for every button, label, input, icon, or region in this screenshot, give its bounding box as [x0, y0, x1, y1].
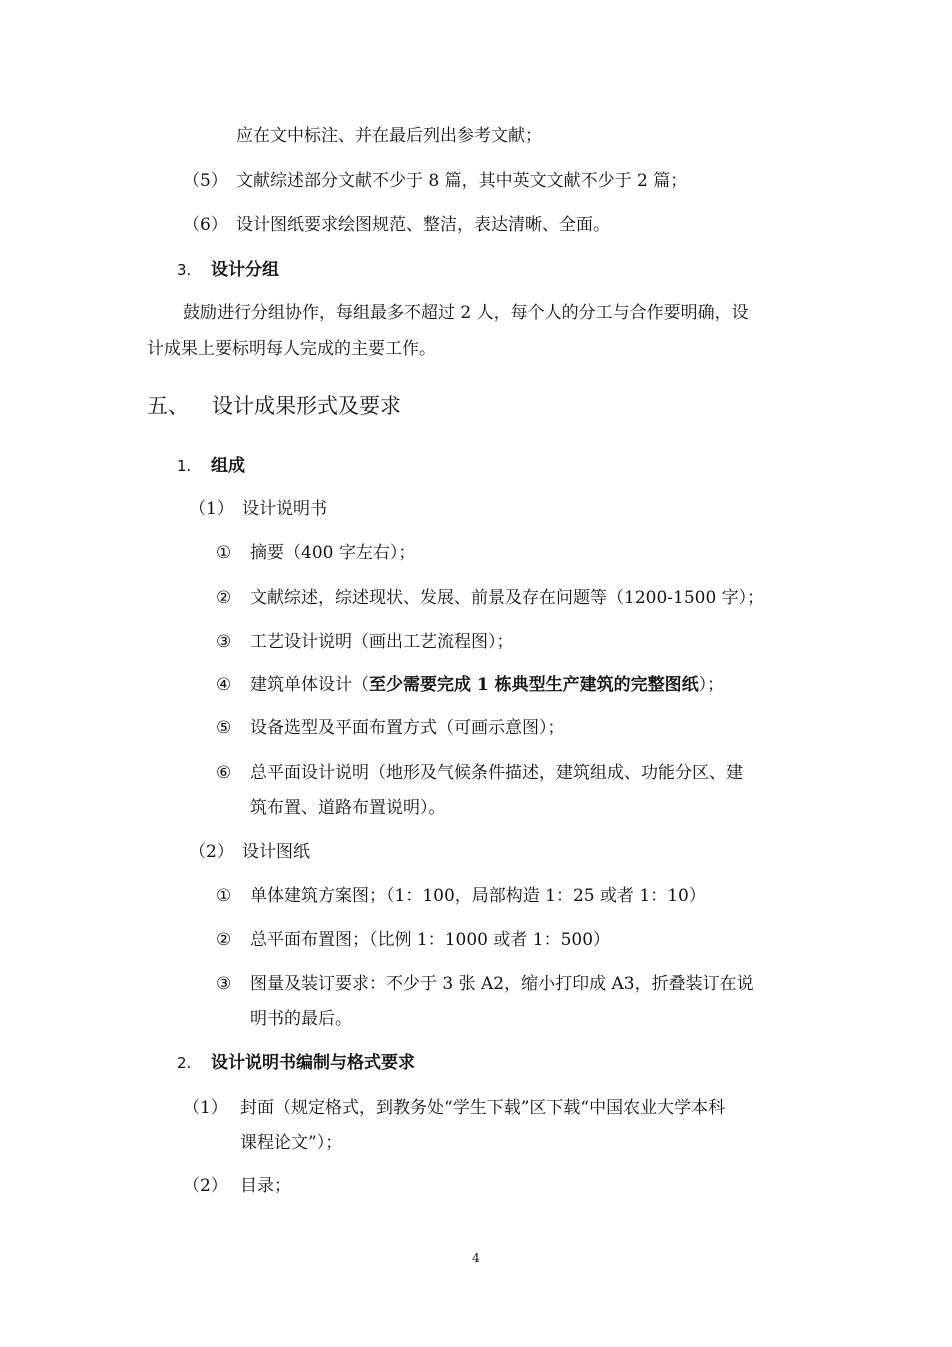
item-text: 设计图纸 [242, 842, 310, 862]
drawing-item-1 [216, 885, 706, 907]
list-item-6 [183, 214, 610, 236]
item-number: （1） [189, 499, 234, 519]
item-text: 封面（规定格式，到教务处“学生下载”区下载“中国农业大学本科 [240, 1098, 726, 1118]
subheading-2 [177, 1052, 415, 1074]
item-text: 设计说明书 [242, 499, 327, 519]
circled-item-2 [216, 587, 764, 609]
paragraph-line-2: 计成果上要标明每人完成的主要工作。 [147, 339, 436, 359]
heading-number: 2. [177, 1054, 192, 1072]
circled-item-5 [216, 717, 565, 739]
section-number: 五、 [147, 394, 189, 418]
list-item-2 [189, 841, 310, 863]
item-text: 总平面布置图；（比例 1：1000 或者 1：500） [250, 930, 611, 950]
continued-line: 应在文中标注、并在最后列出参考文献； [236, 126, 542, 146]
heading-text: 设计说明书编制与格式要求 [211, 1053, 415, 1073]
heading-number: 3. [177, 261, 192, 279]
item-number: （2） [183, 1176, 228, 1196]
item-text: 设计图纸要求绘图规范、整洁，表达清晰、全面。 [236, 215, 610, 235]
item-text: 总平面设计说明（地形及气候条件描述，建筑组成、功能分区、建 [250, 763, 743, 783]
item-text: 图量及装订要求：不少于 3 张 A2，缩小打印成 A3，折叠装订在说 [250, 974, 754, 994]
item-text-bold: 至少需要完成 1 栋典型生产建筑的完整图纸 [369, 675, 699, 695]
circled-number: ⑤ [216, 718, 232, 738]
item-number: （5） [183, 171, 228, 191]
list-item-1 [189, 498, 327, 520]
circled-number: ② [216, 588, 232, 608]
subheading-3 [177, 259, 279, 281]
circled-item-3 [216, 631, 514, 653]
item-text: 建筑单体设计（ [250, 675, 369, 695]
format-item-1-cont: 课程论文”）； [240, 1133, 343, 1153]
item-text: ）； [698, 675, 725, 695]
format-item-1 [183, 1097, 725, 1119]
item-text: 工艺设计说明（画出工艺流程图）； [250, 632, 514, 652]
circled-item-6-cont: 筑布置、道路布置说明）。 [250, 798, 446, 818]
paragraph-line-1: 鼓励进行分组协作，每组最多不超过 2 人，每个人的分工与合作要明确，设 [183, 303, 749, 323]
item-text: 文献综述部分文献不少于 8 篇，其中英文文献不少于 2 篇； [236, 171, 688, 191]
circled-number: ① [216, 543, 232, 563]
item-text: 目录； [240, 1176, 291, 1196]
subheading-1 [177, 455, 245, 477]
item-text: 摘要（400 字左右）； [250, 543, 416, 563]
page-number: 4 [472, 1251, 480, 1265]
circled-number: ① [216, 886, 232, 906]
circled-number: ④ [216, 675, 232, 695]
section-title: 设计成果形式及要求 [212, 394, 401, 418]
circled-number: ③ [216, 632, 232, 652]
circled-item-1 [216, 542, 415, 564]
circled-number: ⑥ [216, 763, 232, 783]
format-item-2 [183, 1175, 291, 1197]
heading-text: 设计分组 [211, 260, 279, 280]
heading-number: 1. [177, 457, 192, 475]
drawing-item-3-cont: 明书的最后。 [250, 1009, 352, 1029]
item-number: （1） [183, 1098, 228, 1118]
item-text: 文献综述，综述现状、发展、前景及存在问题等（1200-1500 字）； [250, 588, 765, 608]
item-number: （2） [189, 842, 234, 862]
circled-number: ② [216, 930, 232, 950]
section-heading-5 [147, 393, 401, 419]
drawing-item-2 [216, 929, 610, 951]
item-text: 设备选型及平面布置方式（可画示意图）； [250, 718, 565, 738]
circled-item-4 [216, 674, 724, 696]
circled-number: ③ [216, 974, 232, 994]
list-item-5 [183, 170, 687, 192]
item-number: （6） [183, 215, 228, 235]
drawing-item-3 [216, 973, 754, 995]
heading-text: 组成 [211, 456, 245, 476]
circled-item-6 [216, 762, 743, 784]
item-text: 单体建筑方案图；（1：100，局部构造 1：25 或者 1：10） [250, 886, 706, 906]
